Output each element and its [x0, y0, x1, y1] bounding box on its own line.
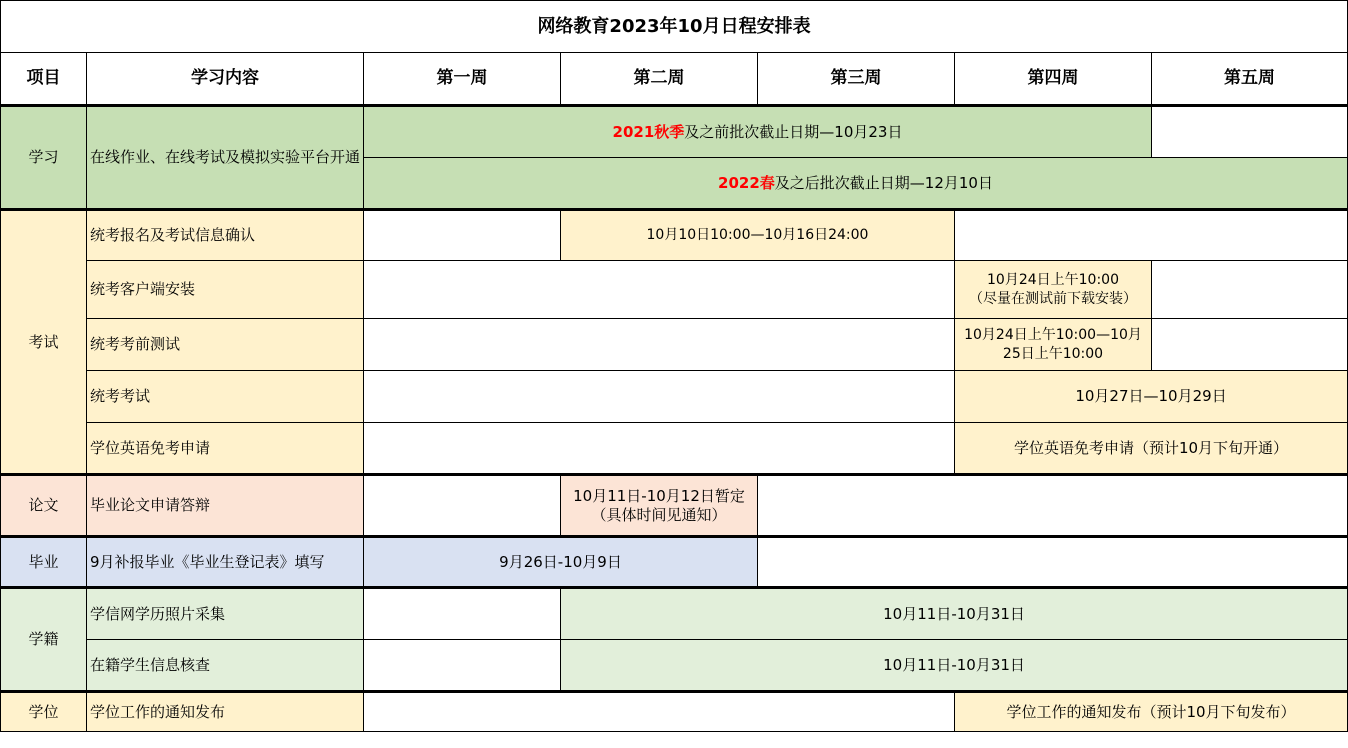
- category-exam: 考试: [1, 210, 87, 475]
- empty-cell: [758, 537, 1348, 588]
- degree-content: 学位工作的通知发布: [87, 692, 364, 732]
- graduation-content: 9月补报毕业《毕业生登记表》填写: [87, 537, 364, 588]
- table-row: [1, 537, 1348, 588]
- exam-content: 统考报名及考试信息确认: [87, 210, 364, 261]
- thesis-content: 毕业论文申请答辩: [87, 475, 364, 537]
- exam-content: 统考客户端安装: [87, 261, 364, 319]
- exam-schedule: 10月24日上午10:00—10月25日上午10:00: [955, 319, 1152, 371]
- exam-schedule-note: （尽量在测试前下载安装）: [969, 290, 1137, 307]
- study-deadline-2-batch: 2022春: [718, 173, 775, 192]
- empty-cell: [364, 475, 561, 537]
- header-week-4: 第四周: [955, 53, 1152, 106]
- empty-cell: [364, 640, 561, 692]
- header-week-3: 第三周: [758, 53, 955, 106]
- category-thesis: 论文: [1, 475, 87, 537]
- empty-cell: [364, 371, 955, 423]
- exam-schedule: 10月27日—10月29日: [955, 371, 1348, 423]
- thesis-schedule: [561, 475, 758, 537]
- empty-cell: [364, 261, 955, 319]
- table-row: [1, 692, 1348, 732]
- study-deadline-1-text: 及之前批次截止日期—10月23日: [684, 122, 903, 141]
- table-row: [1, 210, 1348, 261]
- header-category: 项目: [1, 53, 87, 106]
- exam-schedule: 10月10日10:00—10月16日24:00: [561, 210, 955, 261]
- empty-cell: [1152, 106, 1348, 158]
- empty-cell: [364, 319, 955, 371]
- empty-cell: [364, 210, 561, 261]
- header-row: [1, 53, 1348, 106]
- header-content: 学习内容: [87, 53, 364, 106]
- header-week-1: 第一周: [364, 53, 561, 106]
- category-status: 学籍: [1, 588, 87, 692]
- empty-cell: [955, 210, 1348, 261]
- exam-schedule-date: 10月24日上午10:00: [987, 271, 1119, 288]
- thesis-schedule-note: （具体时间见通知）: [591, 505, 727, 524]
- table-row: [1, 106, 1348, 158]
- table-row: [1, 261, 1348, 319]
- table-row: [1, 475, 1348, 537]
- table-row: [1, 640, 1348, 692]
- graduation-schedule: 9月26日-10月9日: [364, 537, 758, 588]
- status-content: 在籍学生信息核查: [87, 640, 364, 692]
- empty-cell: [364, 423, 955, 475]
- status-schedule: 10月11日-10月31日: [561, 588, 1348, 640]
- table-row: [1, 319, 1348, 371]
- empty-cell: [1152, 319, 1348, 371]
- table-row: [1, 423, 1348, 475]
- status-content: 学信网学历照片采集: [87, 588, 364, 640]
- table-row: [1, 588, 1348, 640]
- exam-schedule: [955, 261, 1152, 319]
- empty-cell: [758, 475, 1348, 537]
- thesis-schedule-date: 10月11日-10月12日暂定: [573, 486, 745, 505]
- header-week-2: 第二周: [561, 53, 758, 106]
- exam-content: 统考考前测试: [87, 319, 364, 371]
- category-graduation: 毕业: [1, 537, 87, 588]
- empty-cell: [1152, 261, 1348, 319]
- study-content: 在线作业、在线考试及模拟实验平台开通: [87, 106, 364, 210]
- empty-cell: [364, 588, 561, 640]
- study-deadline-1-batch: 2021秋季: [612, 122, 685, 141]
- header-week-5: 第五周: [1152, 53, 1348, 106]
- status-schedule: 10月11日-10月31日: [561, 640, 1348, 692]
- study-deadline-2: [364, 158, 1348, 210]
- table-row: [1, 371, 1348, 423]
- table-title: 网络教育2023年10月日程安排表: [1, 1, 1348, 53]
- exam-content: 学位英语免考申请: [87, 423, 364, 475]
- study-deadline-2-text: 及之后批次截止日期—12月10日: [774, 173, 993, 192]
- category-study: 学习: [1, 106, 87, 210]
- empty-cell: [364, 692, 955, 732]
- category-degree: 学位: [1, 692, 87, 732]
- exam-content: 统考考试: [87, 371, 364, 423]
- degree-schedule: 学位工作的通知发布（预计10月下旬发布）: [955, 692, 1348, 732]
- study-deadline-1: [364, 106, 1152, 158]
- exam-schedule: 学位英语免考申请（预计10月下旬开通）: [955, 423, 1348, 475]
